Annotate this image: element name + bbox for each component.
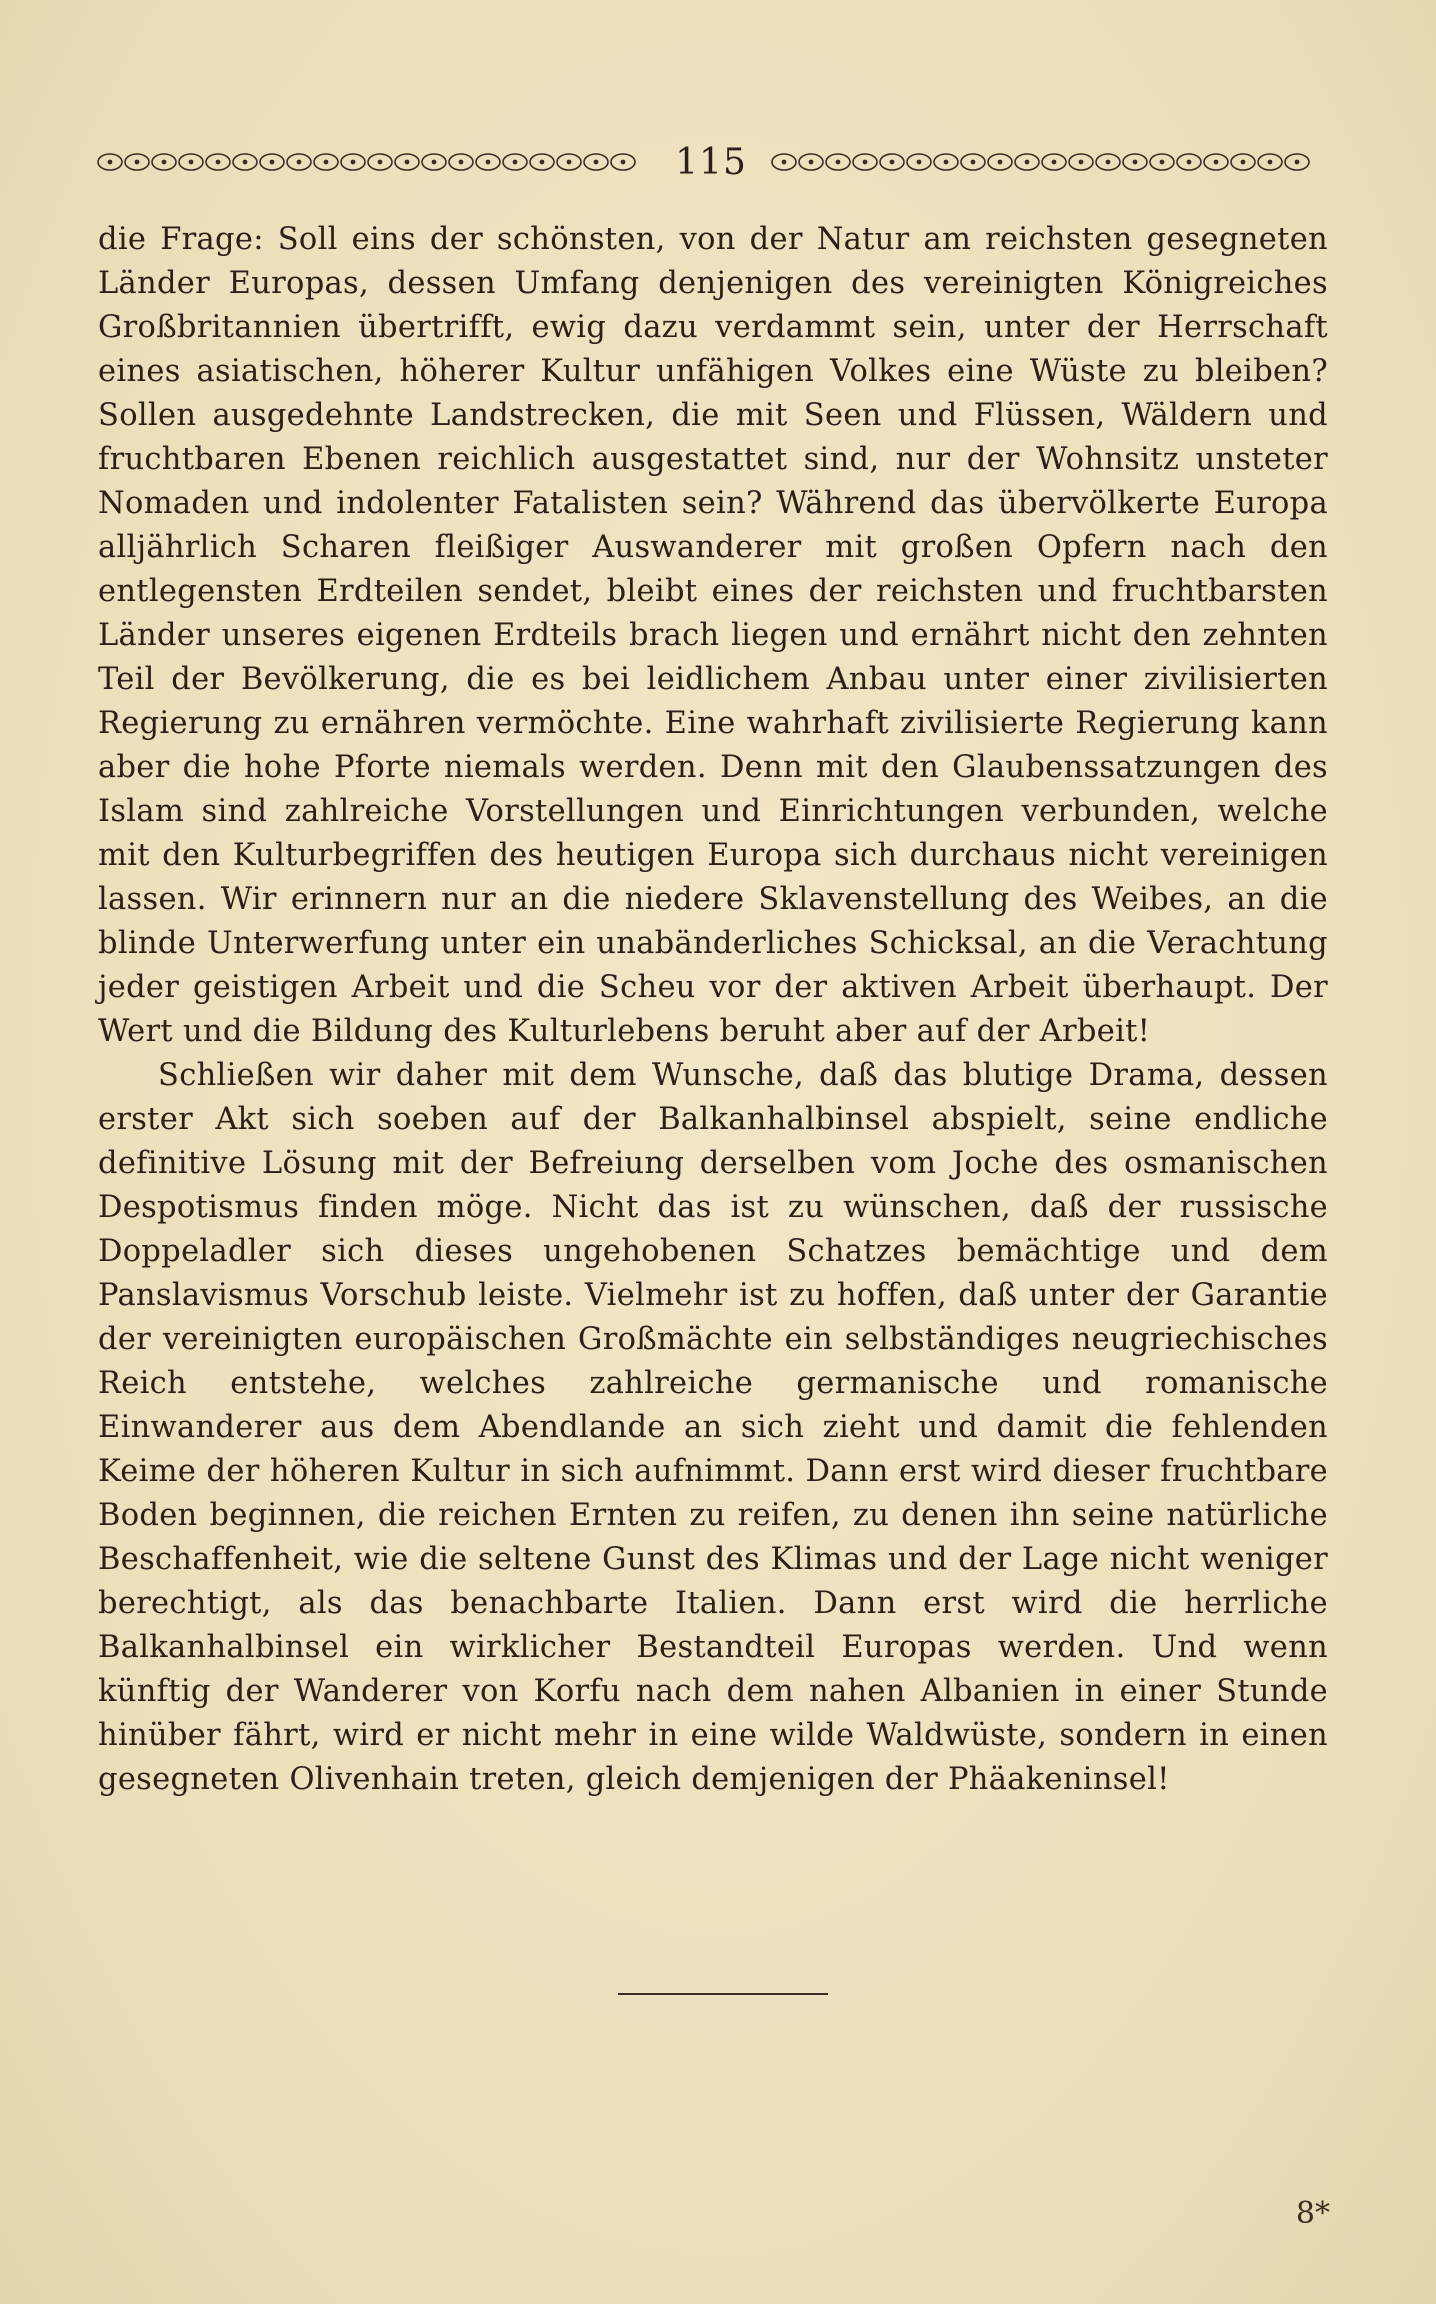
ornament-dot bbox=[917, 160, 922, 165]
ornament-border-right bbox=[770, 149, 1326, 175]
ornament-dot bbox=[108, 160, 113, 165]
ornament-dot bbox=[782, 160, 787, 165]
section-divider bbox=[618, 1993, 828, 1995]
ornament-dot bbox=[863, 160, 868, 165]
ornament-dot bbox=[836, 160, 841, 165]
ornament-dot bbox=[809, 160, 814, 165]
ornament-dot bbox=[513, 160, 518, 165]
ornament-dot bbox=[944, 160, 949, 165]
ornament-dot bbox=[594, 160, 599, 165]
ornament-dot bbox=[351, 160, 356, 165]
ornament-dot bbox=[621, 160, 626, 165]
ornament-dot bbox=[1160, 160, 1165, 165]
ornament-dot bbox=[971, 160, 976, 165]
ornament-dot bbox=[297, 160, 302, 165]
ornament-dot bbox=[1268, 160, 1273, 165]
ornament-dot bbox=[1241, 160, 1246, 165]
page-number: 115 bbox=[675, 141, 747, 183]
ornament-dot bbox=[890, 160, 895, 165]
ornament-dot bbox=[998, 160, 1003, 165]
ornament-dot bbox=[1133, 160, 1138, 165]
ornament-dot bbox=[1295, 160, 1300, 165]
ornament-dot bbox=[378, 160, 383, 165]
ornament-dot bbox=[270, 160, 275, 165]
ornament-dot bbox=[567, 160, 572, 165]
ornament-dot bbox=[540, 160, 545, 165]
body-text bbox=[98, 218, 1328, 1802]
ornament-dot bbox=[1106, 160, 1111, 165]
ornament-dot bbox=[162, 160, 167, 165]
ornament-dot bbox=[1079, 160, 1084, 165]
ornament-border-left bbox=[96, 149, 652, 175]
page-header bbox=[96, 138, 1326, 186]
paragraph-2: Schließen wir daher mit dem Wunsche, daß das blutige Drama, dessen erster Akt sich soeben auf der Balkanhalbinsel abspielt, seine endliche definitive Lösung mit der Befreiung derselben vom Joche des osmanischen Despotismus finden möge. Nicht das ist zu wünschen, daß der russische Doppeladler sich dieses ungehobenen Schatzes bemächtige und dem Panslavismus Vorschub leiste. Vielmehr ist zu hoffen, daß unter der Garantie der vereinigten europäischen Großmächte ein selbständiges neugriechisches Reich entstehe, welches zahlreiche germanische und romanische Einwanderer aus dem Abendlande an sich zieht und damit die fehlenden Keime der höheren Kultur in sich aufnimmt. Dann erst wird dieser fruchtbare Boden beginnen, die reichen Ernten zu reifen, zu denen ihn seine natürliche Beschaffenheit, wie die seltene Gunst des Klimas und der Lage nicht weniger berechtigt, als das benachbarte Italien. Dann erst wird die herrliche Balkanhalbinsel ein wirklicher Bestandteil Europas werden. Und wenn künftig der Wanderer von Korfu nach dem nahen Albanien in einer Stunde hinüber fährt, wird er nicht mehr in eine wilde Waldwüste, sondern in einen gesegneten Olivenhain treten, gleich demjenigen der Phäakeninsel! bbox=[98, 1058, 1328, 1797]
ornament-dot bbox=[243, 160, 248, 165]
ornament-dot bbox=[1052, 160, 1057, 165]
ornament-dot bbox=[1187, 160, 1192, 165]
ornament-dot bbox=[432, 160, 437, 165]
ornament-dot bbox=[1214, 160, 1219, 165]
ornament-dot bbox=[1025, 160, 1030, 165]
ornament-dot bbox=[405, 160, 410, 165]
ornament-dot bbox=[459, 160, 464, 165]
ornament-dot bbox=[216, 160, 221, 165]
ornament-dot bbox=[324, 160, 329, 165]
paragraph-1: die Frage: Soll eins der schönsten, von der Natur am reichsten gesegneten Länder Europas, dessen Umfang denjenigen des vereinigten Königreiches Großbritannien übertrifft, ewig dazu verdammt sein, unter der Herrschaft eines asiatischen, höherer Kultur unfähigen Volkes eine Wüste zu bleiben? Sollen ausgedehnte Landstrecken, die mit Seen und Flüssen, Wäldern und fruchtbaren Ebenen reichlich ausgestattet sind, nur der Wohnsitz unsteter Nomaden und indolenter Fatalisten sein? Während das übervölkerte Europa alljährlich Scharen fleißiger Auswanderer mit großen Opfern nach den entlegensten Erdteilen sendet, bleibt eines der reichsten und fruchtbarsten Länder unseres eigenen Erdteils brach liegen und ernährt nicht den zehnten Teil der Bevölkerung, die es bei leidlichem Anbau unter einer zivilisierten Regierung zu ernähren vermöchte. Eine wahrhaft zivilisierte Regierung kann aber die hohe Pforte niemals werden. Denn mit den Glaubenssatzungen des Islam sind zahlreiche Vorstellungen und Einrichtungen verbunden, welche mit den Kulturbegriffen des heutigen Europa sich durchaus nicht vereinigen lassen. Wir erinnern nur an die niedere Sklavenstellung des Weibes, an die blinde Unterwerfung unter ein unabänderliches Schicksal, an die Verachtung jeder geistigen Arbeit und die Scheu vor der aktiven Arbeit überhaupt. Der Wert und die Bildung des Kulturlebens beruht aber auf der Arbeit! bbox=[98, 222, 1328, 1049]
ornament-dot bbox=[486, 160, 491, 165]
ornament-dot bbox=[135, 160, 140, 165]
ornament-dot bbox=[189, 160, 194, 165]
printer-signature: 8* bbox=[1295, 2196, 1330, 2231]
